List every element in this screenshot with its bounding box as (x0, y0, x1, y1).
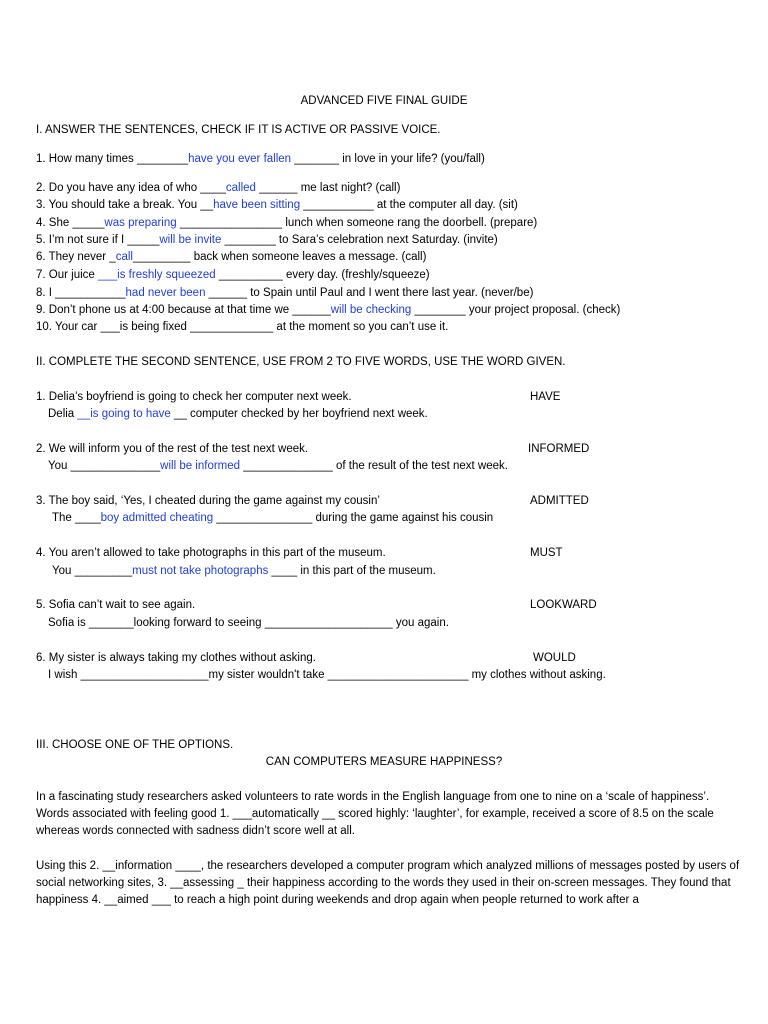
s2-question-6: 6. My sister is always taking my clothes without asking. (36, 652, 316, 664)
s2-keyword-2: INFORMED (528, 443, 590, 455)
s1-answer-1: have you ever fallen (188, 153, 292, 165)
s2-answer-line-3: The ____boy admitted cheating _______________ during the game against his cousin (52, 512, 494, 524)
s2-answer-line-1: Delia __is going to have __ computer checked by her boyfriend next week. (48, 408, 428, 420)
s2-question-3: 3. The boy said, ‘Yes, I cheated during the game against my cousin’ (36, 495, 380, 507)
reading-paragraph-1: In a fascinating study researchers asked volunteers to rate words in the English language from one to nine on a ‘scale of happiness’. Words associated with feeling good 1. ___automatically __ scored highly: ‘laughter’, for example, received a score of 8.5 on the scale whereas words connected with sadness didn’t score well at all. (36, 791, 714, 837)
s1-item-3: 3. You should take a break. You __have been sitting ___________ at the computer all day. (sit) (36, 199, 518, 211)
s1-answer-5: will be invite (159, 234, 222, 246)
s2-answer-4: must not take photographs (132, 565, 269, 577)
s1-item-4: 4. She _____was preparing ________________ lunch when someone rang the doorbell. (prepare) (36, 217, 538, 229)
s1-item-9: 9. Don’t phone us at 4:00 because at that time we ______will be checking ________ your project proposal. (check) (36, 304, 621, 316)
section3-heading: III. CHOOSE ONE OF THE OPTIONS. (36, 739, 234, 751)
s1-item-7: 7. Our juice ___is freshly squeezed __________ every day. (freshly/squeeze) (36, 269, 430, 281)
s1-answer-3: have been sitting (213, 199, 301, 211)
s2-question-2: 2. We will inform you of the rest of the test next week. (36, 443, 309, 455)
s2-keyword-3: ADMITTED (530, 495, 589, 507)
s2-answer-line-4: You _________must not take photographs ____ in this part of the museum. (52, 565, 436, 577)
s1-item-6: 6. They never _call_________ back when someone leaves a message. (call) (36, 251, 427, 263)
s2-keyword-4: MUST (530, 547, 563, 559)
s2-answer-line-2: You ______________will be informed ______________ of the result of the test next week. (48, 460, 508, 472)
page-title: ADVANCED FIVE FINAL GUIDE (300, 95, 468, 107)
reading-paragraph-2: Using this 2. __information ____, the researchers developed a computer program which analyzed millions of messages posted by users of social networking sites, 3. __assessing _ their happiness according to the words they used in their on-screen messages. They found that happiness 4. __aimed ___ to reach a high point during weekends and drop again when people returned to work after a (36, 860, 740, 906)
s2-question-4: 4. You aren’t allowed to take photographs in this part of the museum. (36, 547, 386, 559)
s2-keyword-5: LOOKWARD (530, 599, 597, 611)
s1-answer-6: call (115, 251, 133, 263)
s1-item-8: 8. I ___________had never been ______ to Spain until Paul and I went there last year. (never/be) (36, 287, 534, 299)
s2-answer-3: boy admitted cheating (100, 512, 214, 524)
s1-answer-7: ___is freshly squeezed (98, 269, 216, 281)
section1-heading: I. ANSWER THE SENTENCES, CHECK IF IT IS ACTIVE OR PASSIVE VOICE. (36, 124, 441, 136)
section2-heading: II. COMPLETE THE SECOND SENTENCE, USE FROM 2 TO FIVE WORDS, USE THE WORD GIVEN. (36, 356, 566, 368)
s1-item-2: 2. Do you have any idea of who ____called ______ me last night? (call) (36, 182, 401, 194)
s1-item-1: 1. How many times ________have you ever fallen _______ in love in your life? (you/fall) (36, 153, 485, 165)
s1-item-5: 5. I’m not sure if I _____will be invite ________ to Sara’s celebration next Saturday. (invite) (36, 234, 498, 246)
s2-keyword-1: HAVE (530, 391, 561, 403)
s2-answer-1: __is going to have (77, 408, 171, 420)
s2-answer-2: will be informed (160, 460, 241, 472)
s1-answer-2: called (225, 182, 256, 194)
s2-question-1: 1. Delia’s boyfriend is going to check her computer next week. (36, 391, 352, 403)
s1-answer-9: will be checking (330, 304, 412, 316)
s2-question-5: 5. Sofia can’t wait to see again. (36, 599, 196, 611)
reading-title: CAN COMPUTERS MEASURE HAPPINESS? (265, 756, 503, 768)
s2-keyword-6: WOULD (533, 652, 576, 664)
s1-item-10: 10. Your car ___is being fixed _____________ at the moment so you can’t use it. (36, 321, 449, 333)
s1-answer-4: was preparing (104, 217, 177, 229)
s2-answer-line-6: I wish ____________________my sister wouldn't take ______________________ my clothes without asking. (48, 669, 606, 681)
s2-answer-line-5: Sofia is _______looking forward to seeing ____________________ you again. (48, 617, 449, 629)
s1-answer-8: had never been (125, 287, 206, 299)
